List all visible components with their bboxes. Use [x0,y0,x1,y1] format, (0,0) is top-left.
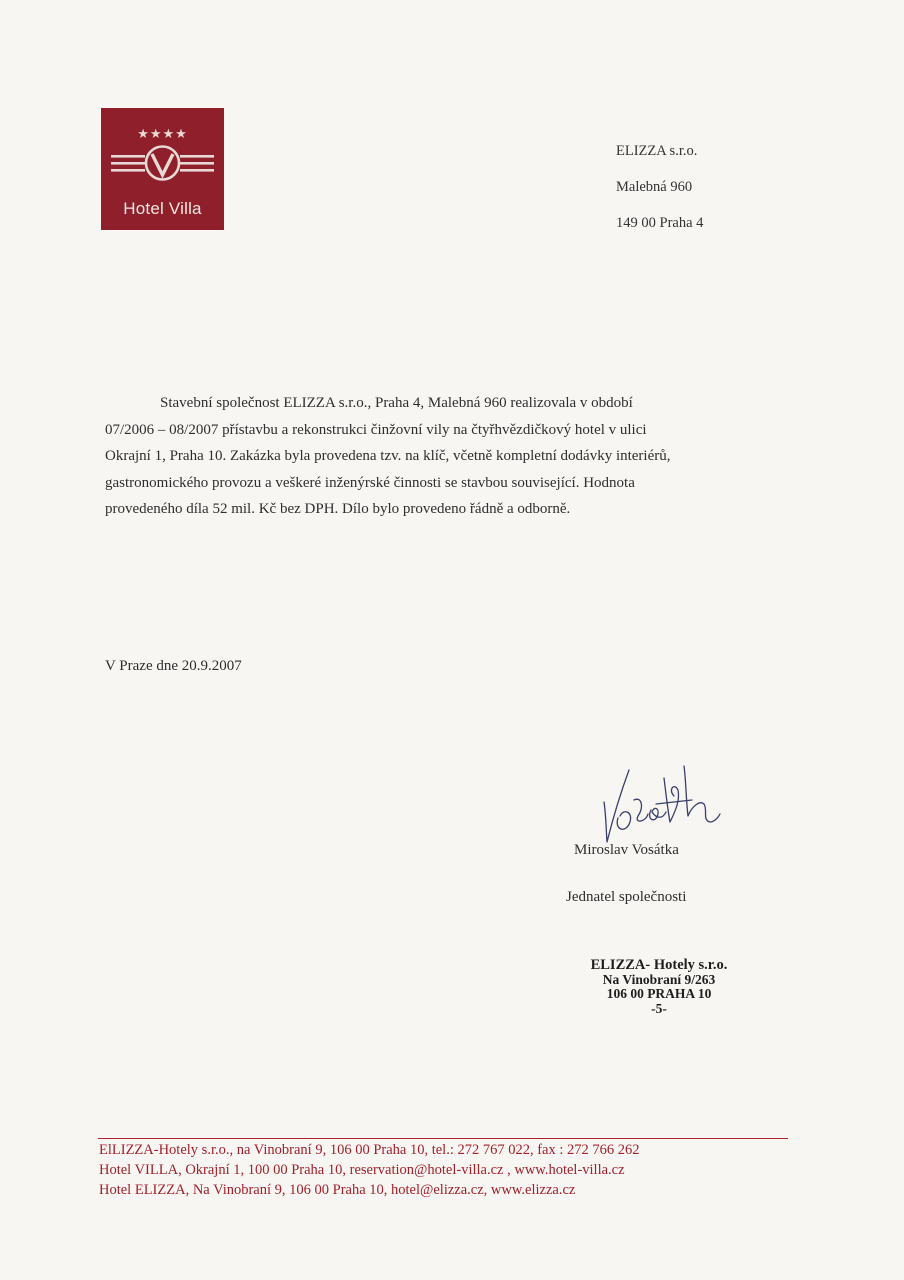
company-stamp [566,958,752,1016]
recipient-company: ELIZZA s.r.o. [616,143,698,159]
recipient-city: 149 00 Praha 4 [616,215,704,231]
body-line: Okrajní 1, Praha 10. Zakázka byla provedena tzv. na klíč, včetně kompletní dodávky interiérů, [105,448,671,464]
svg-text:★★★★: ★★★★ [137,127,188,142]
letter-date: V Praze dne 20.9.2007 [105,658,242,674]
footer-line: Hotel VILLA, Okrajní 1, 100 00 Praha 10, reservation@hotel-villa.cz , www.hotel-villa.cz [99,1162,625,1178]
body-line: Stavební společnost ELIZZA s.r.o., Praha 4, Malebná 960 realizovala v období [160,395,633,411]
body-line: gastronomického provozu a veškeré inženýrské činnosti se stavbou související. Hodnota [105,474,635,491]
logo-text: Hotel Villa [123,199,202,218]
recipient-address [616,141,703,249]
signer-name: Miroslav Vosátka [574,842,679,858]
signer-title: Jednatel společnosti [566,889,687,905]
body-line: 07/2006 – 08/2007 přístavbu a rekonstrukci činžovní vily na čtyřhvězdičkový hotel v ulici [105,421,647,438]
footer-line: ElLIZZA-Hotely s.r.o., na Vinobraní 9, 106 00 Praha 10, tel.: 272 767 022, fax : 272 766 262 [99,1142,640,1158]
footer-line: Hotel ELIZZA, Na Vinobraní 9, 106 00 Praha 10, hotel@elizza.cz, www.elizza.cz [99,1182,576,1198]
recipient-street: Malebná 960 [616,179,693,195]
stamp-line: -5- [651,1000,667,1016]
stamp-line: 106 00 PRAHA 10 [606,986,712,1001]
footer-divider [98,1138,788,1139]
letter-footer [99,1140,640,1200]
hotel-villa-logo [101,108,224,230]
stamp-line: ELIZZA- Hotely s.r.o. [590,957,728,973]
body-line: provedeného díla 52 mil. Kč bez DPH. Dílo bylo provedeno řádně a odborně. [105,501,571,517]
hotel-villa-emblem-icon [101,108,224,200]
letter-body [105,390,795,523]
stamp-line: Na Vinobraní 9/263 [602,971,716,987]
handwritten-signature [596,760,726,850]
